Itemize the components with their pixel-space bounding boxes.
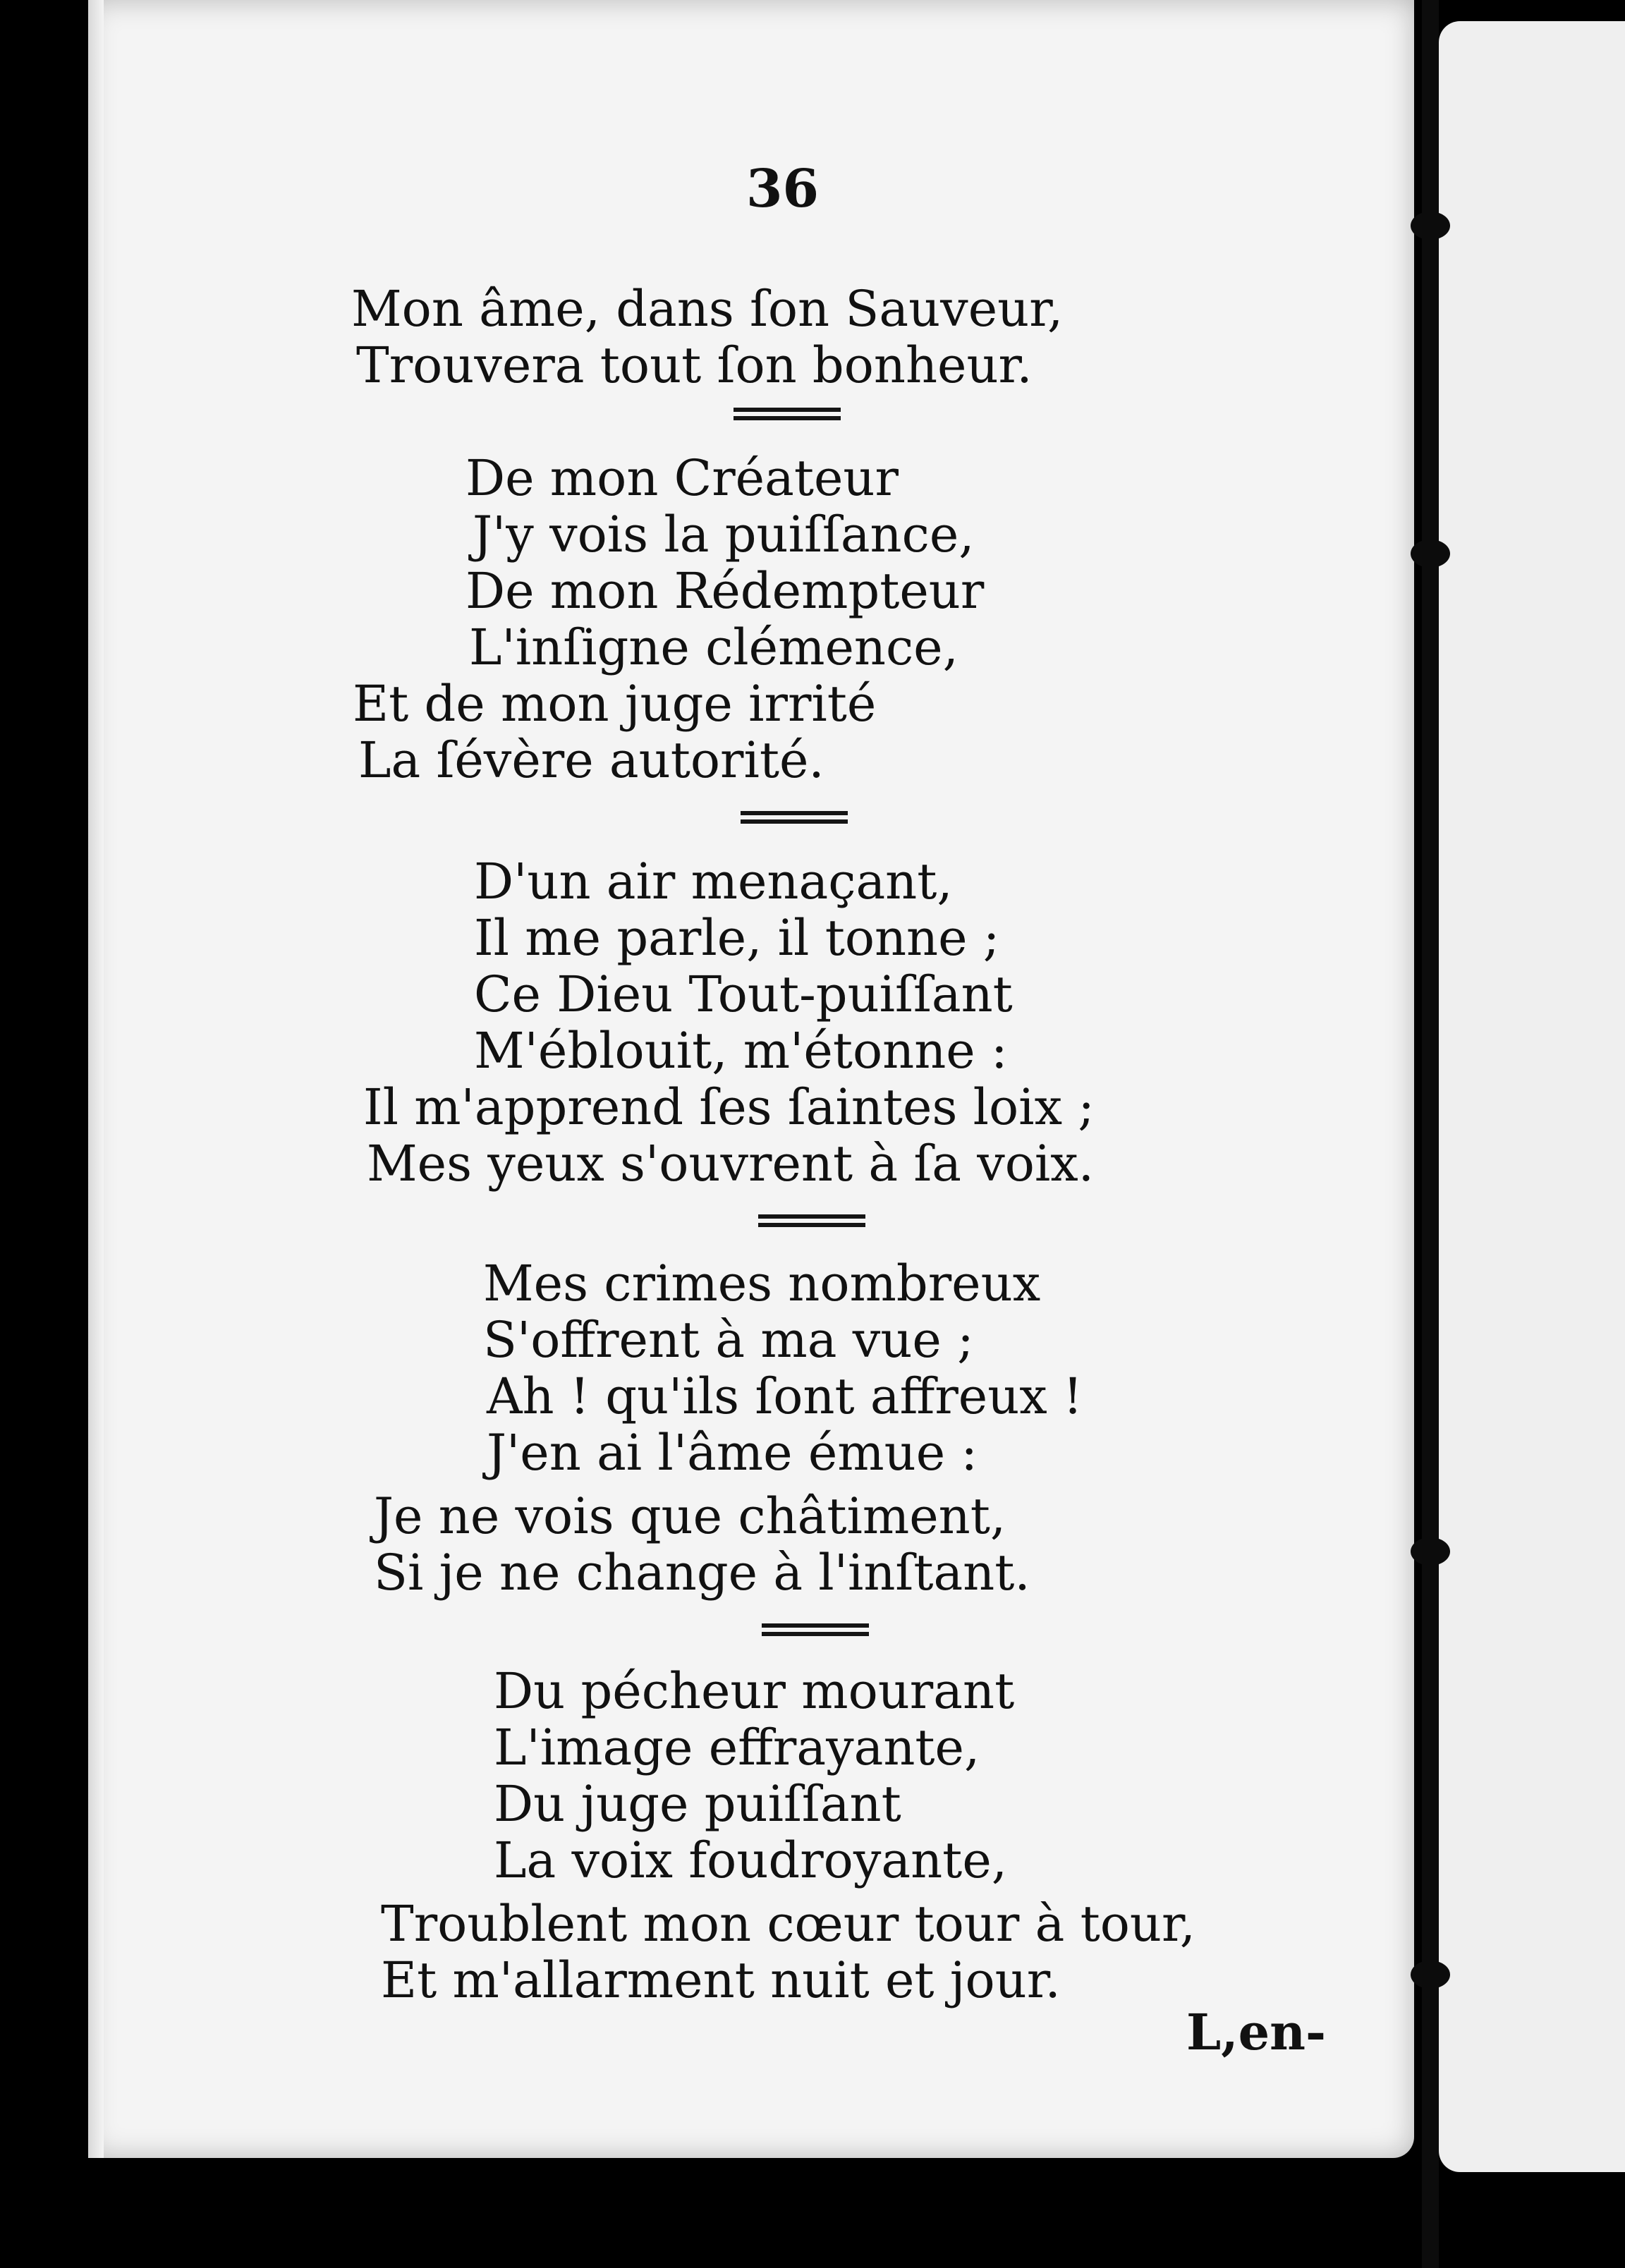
verse-line: J'en ai l'âme émue : [487, 1424, 978, 1482]
verse-line: M'éblouit, m'étonne : [474, 1022, 1008, 1080]
verse-line: Du juge puiſſant [494, 1775, 901, 1833]
verse-line: De mon Créateur [465, 449, 899, 507]
binding-knot [1411, 1537, 1450, 1566]
verse-line: D'un air menaçant, [474, 853, 953, 910]
verse-line: Je ne vois que châtiment, [374, 1487, 1006, 1545]
page-number-text: 36 [746, 159, 819, 219]
verse-line: L'inſigne clémence, [469, 618, 958, 676]
verse-line: Ah ! qu'ils ſont affreux ! [487, 1367, 1083, 1425]
verse-line: Du pécheur mourant [494, 1662, 1015, 1720]
verse-line: Ce Dieu Tout-puiſſant [474, 965, 1013, 1023]
binding-knot [1411, 212, 1450, 240]
verse-line: La voix foudroyante, [494, 1831, 1007, 1889]
verse-line: Trouvera tout ſon bonheur. [356, 336, 1033, 394]
verse-line: J'y vois la puiſſance, [473, 506, 975, 563]
verse-line: La ſévère autorité. [358, 731, 824, 789]
binding-knot [1411, 539, 1450, 568]
verse-line: Il m'apprend ſes ſaintes loix ; [363, 1078, 1095, 1136]
verse-line: Il me parle, il tonne ; [474, 909, 1000, 967]
facing-page [1439, 21, 1625, 2172]
stanza-divider [741, 811, 848, 825]
verse-line: De mon Rédempteur [465, 562, 985, 620]
verse-line: Mes yeux s'ouvrent à ſa voix. [367, 1135, 1095, 1193]
verse-line: Troublent mon cœur tour à tour, [381, 1895, 1195, 1953]
stanza-divider [762, 1623, 869, 1638]
verse-line: Mon âme, dans ſon Sauveur, [351, 280, 1064, 338]
verse-line: Si je ne change à l'inſtant. [374, 1544, 1030, 1602]
verse-line: S'offrent à ma vue ; [483, 1311, 974, 1369]
stanza-divider [758, 1214, 865, 1228]
page-edge-shadow [88, 0, 104, 2158]
verse-line: Et m'allarment nuit et jour. [381, 1951, 1061, 2009]
binding-cord [1422, 0, 1439, 2268]
verse-line: Mes crimes nombreux [483, 1255, 1041, 1312]
binding-knot [1411, 1961, 1450, 1989]
verse-line: L'image effrayante, [494, 1719, 980, 1776]
catchword: L,en- [1186, 2003, 1327, 2061]
verse-line: Et de mon juge irrité [353, 675, 877, 733]
stanza-divider [734, 408, 841, 422]
